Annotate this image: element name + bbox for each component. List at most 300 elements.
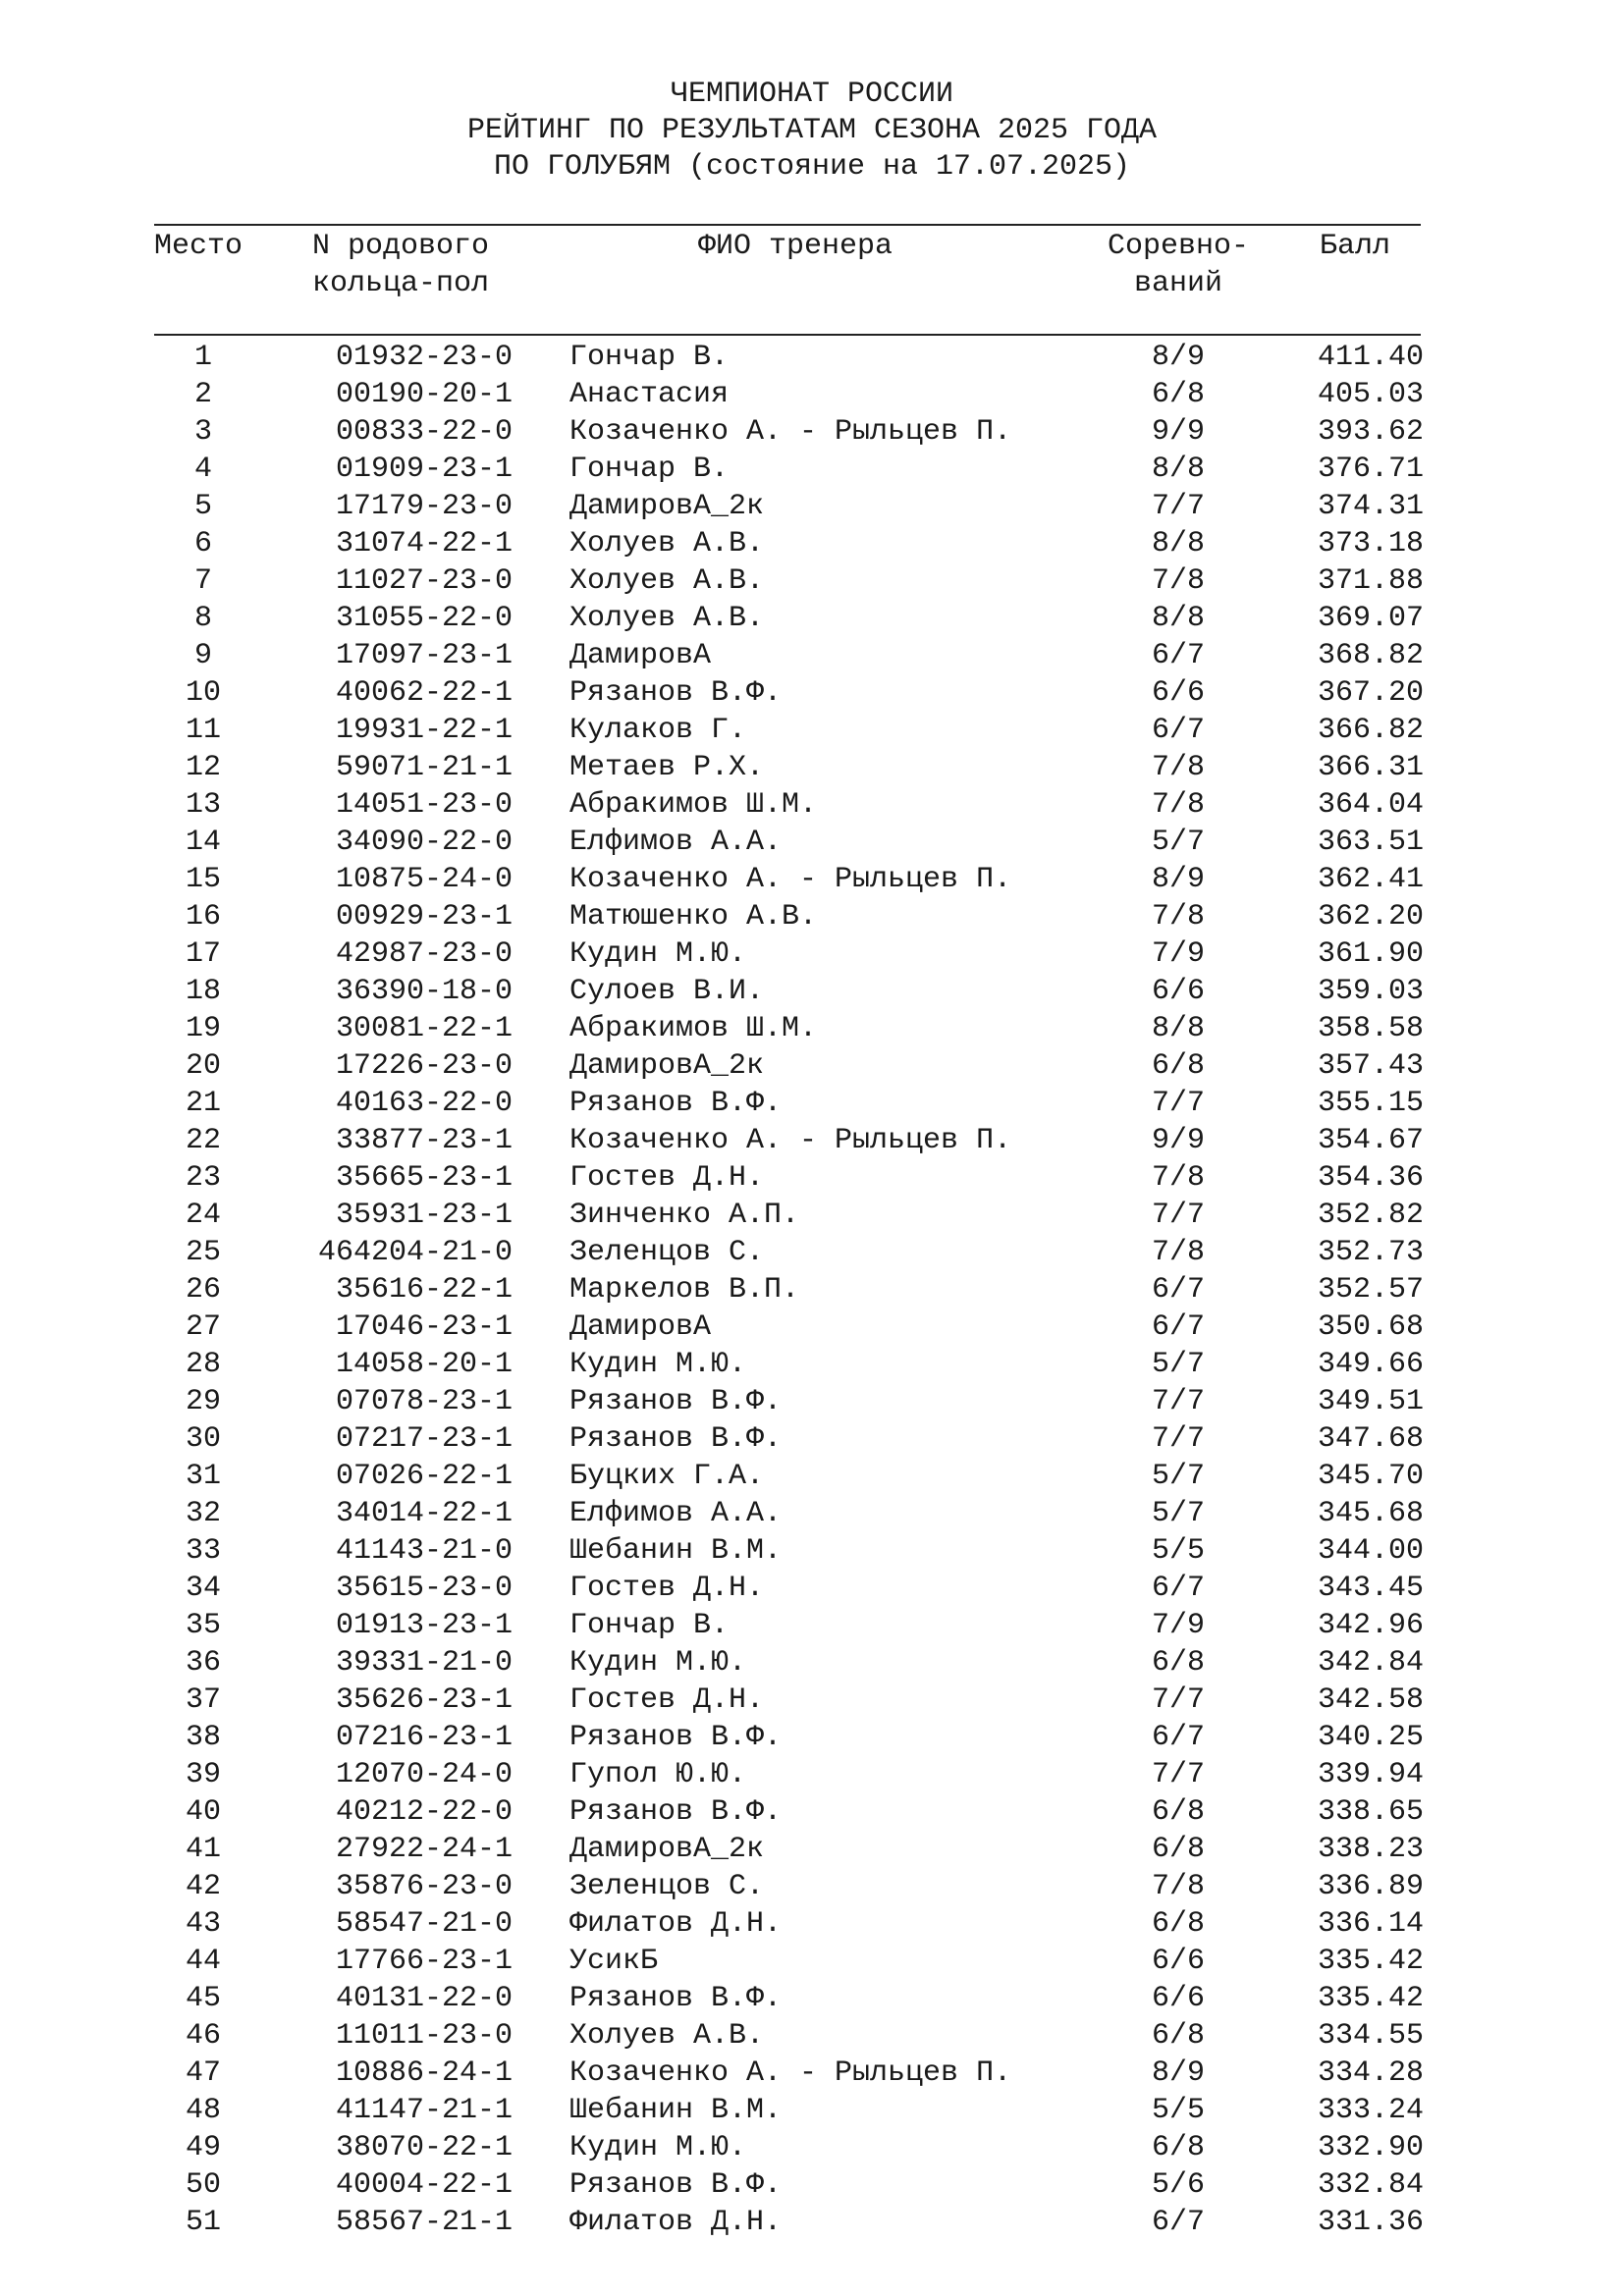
- cell-ring-number: 38070-22-1: [335, 2131, 513, 2164]
- cell-competitions: 7/7: [1151, 1087, 1205, 1120]
- cell-score: 350.68: [1317, 1310, 1424, 1344]
- cell-trainer: Буцких Г.А.: [569, 1460, 765, 1493]
- cell-ring-number: 00190-20-1: [335, 378, 513, 411]
- cell-place: 29: [185, 1385, 221, 1418]
- cell-place: 23: [185, 1161, 221, 1195]
- cell-ring-number: 35626-23-1: [335, 1683, 513, 1717]
- table-row: [0, 2092, 1624, 2129]
- cell-competitions: 9/9: [1151, 415, 1205, 449]
- cell-trainer: Кудин М.Ю.: [569, 2131, 747, 2164]
- cell-ring-number: 17179-23-0: [335, 490, 513, 523]
- cell-trainer: Рязанов В.Ф.: [569, 676, 783, 710]
- cell-competitions: 5/7: [1151, 1348, 1205, 1381]
- cell-score: 371.88: [1317, 564, 1424, 598]
- table-row: [0, 898, 1624, 935]
- cell-score: 332.90: [1317, 2131, 1424, 2164]
- cell-competitions: 5/5: [1151, 2094, 1205, 2127]
- cell-competitions: 7/8: [1151, 1870, 1205, 1903]
- column-header-score: Балл: [1319, 230, 1390, 263]
- cell-trainer: Гупол Ю.Ю.: [569, 1758, 747, 1791]
- cell-score: 376.71: [1317, 453, 1424, 486]
- cell-trainer: Елфимов А.А.: [569, 826, 783, 859]
- cell-trainer: Зинченко А.П.: [569, 1199, 800, 1232]
- cell-competitions: 7/8: [1151, 1161, 1205, 1195]
- cell-ring-number: 17766-23-1: [335, 1945, 513, 1978]
- cell-competitions: 6/7: [1151, 714, 1205, 747]
- cell-score: 366.31: [1317, 751, 1424, 784]
- cell-competitions: 6/7: [1151, 1273, 1205, 1307]
- cell-place: 19: [185, 1012, 221, 1045]
- cell-trainer: Козаченко А. - Рыльцев П.: [569, 2056, 1012, 2090]
- cell-score: 339.94: [1317, 1758, 1424, 1791]
- cell-trainer: Елфимов А.А.: [569, 1497, 783, 1530]
- cell-place: 35: [185, 1609, 221, 1642]
- cell-ring-number: 35665-23-1: [335, 1161, 513, 1195]
- table-row: [0, 674, 1624, 712]
- cell-score: 347.68: [1317, 1422, 1424, 1456]
- cell-ring-number: 35616-22-1: [335, 1273, 513, 1307]
- cell-ring-number: 00833-22-0: [335, 415, 513, 449]
- cell-ring-number: 41143-21-0: [335, 1534, 513, 1568]
- cell-trainer: ДамировА_2к: [569, 1833, 765, 1866]
- cell-score: 349.51: [1317, 1385, 1424, 1418]
- cell-trainer: ДамировА_2к: [569, 1049, 765, 1083]
- header-top-rule: [154, 224, 1421, 226]
- table-row: [0, 1644, 1624, 1682]
- cell-score: 333.24: [1317, 2094, 1424, 2127]
- cell-place: 9: [193, 639, 212, 672]
- table-row: [0, 1980, 1624, 2017]
- cell-competitions: 6/6: [1151, 676, 1205, 710]
- cell-score: 345.68: [1317, 1497, 1424, 1530]
- table-row: [0, 525, 1624, 562]
- table-row: [0, 1607, 1624, 1644]
- cell-score: 352.57: [1317, 1273, 1424, 1307]
- column-header-competitions: Соревно- ваний: [1107, 230, 1250, 300]
- cell-score: 368.82: [1317, 639, 1424, 672]
- cell-trainer: Гостев Д.Н.: [569, 1683, 765, 1717]
- cell-competitions: 7/8: [1151, 788, 1205, 822]
- cell-trainer: Абракимов Ш.М.: [569, 788, 818, 822]
- cell-competitions: 7/9: [1151, 1609, 1205, 1642]
- cell-score: 334.55: [1317, 2019, 1424, 2053]
- table-row: [0, 376, 1624, 413]
- cell-competitions: 7/8: [1151, 751, 1205, 784]
- cell-place: 13: [185, 788, 221, 822]
- table-row: [0, 1159, 1624, 1197]
- cell-place: 50: [185, 2168, 221, 2202]
- cell-ring-number: 17097-23-1: [335, 639, 513, 672]
- cell-trainer: Рязанов В.Ф.: [569, 2168, 783, 2202]
- table-row: [0, 1943, 1624, 1980]
- table-row: [0, 451, 1624, 488]
- column-header-trainer: ФИО тренера: [697, 230, 893, 263]
- cell-competitions: 8/9: [1151, 2056, 1205, 2090]
- cell-competitions: 8/8: [1151, 453, 1205, 486]
- cell-score: 354.67: [1317, 1124, 1424, 1157]
- cell-competitions: 6/7: [1151, 2206, 1205, 2239]
- cell-trainer: Филатов Д.Н.: [569, 1907, 783, 1941]
- cell-ring-number: 464204-21-0: [317, 1236, 513, 1269]
- cell-trainer: Рязанов В.Ф.: [569, 1982, 783, 2015]
- cell-ring-number: 12070-24-0: [335, 1758, 513, 1791]
- ranking-table-body: [0, 339, 1624, 2241]
- cell-place: 15: [185, 863, 221, 896]
- cell-ring-number: 34014-22-1: [335, 1497, 513, 1530]
- cell-place: 5: [193, 490, 212, 523]
- cell-trainer: Рязанов В.Ф.: [569, 1422, 783, 1456]
- cell-ring-number: 30081-22-1: [335, 1012, 513, 1045]
- cell-place: 2: [193, 378, 212, 411]
- cell-ring-number: 31055-22-0: [335, 602, 513, 635]
- table-row: [0, 1719, 1624, 1756]
- cell-competitions: 7/7: [1151, 1758, 1205, 1791]
- cell-ring-number: 33877-23-1: [335, 1124, 513, 1157]
- column-header-place: Место: [154, 230, 244, 263]
- cell-competitions: 6/8: [1151, 2019, 1205, 2053]
- cell-ring-number: 35931-23-1: [335, 1199, 513, 1232]
- cell-ring-number: 01932-23-0: [335, 341, 513, 374]
- cell-score: 336.89: [1317, 1870, 1424, 1903]
- table-row: [0, 413, 1624, 451]
- cell-place: 25: [185, 1236, 221, 1269]
- cell-score: 367.20: [1317, 676, 1424, 710]
- cell-trainer: Козаченко А. - Рыльцев П.: [569, 1124, 1012, 1157]
- cell-place: 41: [185, 1833, 221, 1866]
- table-row: [0, 1495, 1624, 1532]
- table-row: [0, 1383, 1624, 1420]
- table-row: [0, 1570, 1624, 1607]
- cell-score: 373.18: [1317, 527, 1424, 561]
- cell-place: 37: [185, 1683, 221, 1717]
- cell-score: 364.04: [1317, 788, 1424, 822]
- cell-score: 363.51: [1317, 826, 1424, 859]
- cell-place: 12: [185, 751, 221, 784]
- cell-competitions: 5/6: [1151, 2168, 1205, 2202]
- cell-place: 49: [185, 2131, 221, 2164]
- cell-competitions: 8/9: [1151, 341, 1205, 374]
- cell-score: 366.82: [1317, 714, 1424, 747]
- cell-score: 338.23: [1317, 1833, 1424, 1866]
- cell-competitions: 5/7: [1151, 826, 1205, 859]
- cell-trainer: Зеленцов С.: [569, 1236, 765, 1269]
- cell-ring-number: 07217-23-1: [335, 1422, 513, 1456]
- table-row: [0, 1308, 1624, 1346]
- cell-competitions: 7/7: [1151, 1422, 1205, 1456]
- cell-competitions: 8/8: [1151, 602, 1205, 635]
- cell-competitions: 6/7: [1151, 1572, 1205, 1605]
- cell-trainer: Кудин М.Ю.: [569, 1646, 747, 1680]
- cell-place: 6: [193, 527, 212, 561]
- cell-ring-number: 40212-22-0: [335, 1795, 513, 1829]
- cell-place: 22: [185, 1124, 221, 1157]
- cell-score: 362.20: [1317, 900, 1424, 934]
- cell-score: 362.41: [1317, 863, 1424, 896]
- cell-ring-number: 41147-21-1: [335, 2094, 513, 2127]
- cell-competitions: 7/8: [1151, 1236, 1205, 1269]
- cell-score: 342.84: [1317, 1646, 1424, 1680]
- table-row: [0, 749, 1624, 786]
- cell-ring-number: 31074-22-1: [335, 527, 513, 561]
- table-row: [0, 1010, 1624, 1047]
- cell-score: 349.66: [1317, 1348, 1424, 1381]
- cell-trainer: Гостев Д.Н.: [569, 1572, 765, 1605]
- cell-trainer: Гостев Д.Н.: [569, 1161, 765, 1195]
- cell-competitions: 6/8: [1151, 1646, 1205, 1680]
- table-row: [0, 2017, 1624, 2055]
- cell-place: 45: [185, 1982, 221, 2015]
- cell-competitions: 6/8: [1151, 378, 1205, 411]
- cell-place: 43: [185, 1907, 221, 1941]
- cell-competitions: 6/6: [1151, 1982, 1205, 2015]
- cell-place: 32: [185, 1497, 221, 1530]
- table-row: [0, 562, 1624, 600]
- cell-score: 352.82: [1317, 1199, 1424, 1232]
- cell-competitions: 6/8: [1151, 1833, 1205, 1866]
- cell-place: 39: [185, 1758, 221, 1791]
- cell-trainer: Матюшенко А.В.: [569, 900, 818, 934]
- cell-place: 28: [185, 1348, 221, 1381]
- cell-place: 11: [185, 714, 221, 747]
- cell-ring-number: 11011-23-0: [335, 2019, 513, 2053]
- cell-ring-number: 59071-21-1: [335, 751, 513, 784]
- cell-score: 352.73: [1317, 1236, 1424, 1269]
- cell-ring-number: 00929-23-1: [335, 900, 513, 934]
- cell-place: 40: [185, 1795, 221, 1829]
- cell-trainer: ДамировА_2к: [569, 490, 765, 523]
- cell-score: 393.62: [1317, 415, 1424, 449]
- cell-trainer: УсикБ: [569, 1945, 659, 1978]
- table-row: [0, 2204, 1624, 2241]
- document-title: [0, 77, 1624, 186]
- cell-trainer: Холуев А.В.: [569, 564, 765, 598]
- table-row: [0, 1085, 1624, 1122]
- cell-ring-number: 40131-22-0: [335, 1982, 513, 2015]
- cell-score: 361.90: [1317, 937, 1424, 971]
- cell-ring-number: 58567-21-1: [335, 2206, 513, 2239]
- cell-score: 331.36: [1317, 2206, 1424, 2239]
- cell-ring-number: 11027-23-0: [335, 564, 513, 598]
- cell-competitions: 7/8: [1151, 900, 1205, 934]
- cell-trainer: Зеленцов С.: [569, 1870, 765, 1903]
- cell-place: 10: [185, 676, 221, 710]
- cell-ring-number: 35615-23-0: [335, 1572, 513, 1605]
- cell-score: 342.58: [1317, 1683, 1424, 1717]
- cell-competitions: 6/7: [1151, 1721, 1205, 1754]
- cell-place: 48: [185, 2094, 221, 2127]
- cell-score: 336.14: [1317, 1907, 1424, 1941]
- cell-trainer: Гончар В.: [569, 453, 730, 486]
- table-row: [0, 1047, 1624, 1085]
- cell-place: 7: [193, 564, 212, 598]
- cell-trainer: ДамировА: [569, 639, 712, 672]
- table-row: [0, 935, 1624, 973]
- cell-competitions: 6/8: [1151, 1795, 1205, 1829]
- table-row: [0, 1458, 1624, 1495]
- cell-trainer: Холуев А.В.: [569, 2019, 765, 2053]
- cell-trainer: Рязанов В.Ф.: [569, 1087, 783, 1120]
- cell-trainer: Абракимов Ш.М.: [569, 1012, 818, 1045]
- header-bottom-rule: [154, 334, 1421, 336]
- cell-score: 335.42: [1317, 1945, 1424, 1978]
- cell-competitions: 5/5: [1151, 1534, 1205, 1568]
- cell-ring-number: 14051-23-0: [335, 788, 513, 822]
- cell-place: 26: [185, 1273, 221, 1307]
- cell-place: 17: [185, 937, 221, 971]
- cell-trainer: Кудин М.Ю.: [569, 937, 747, 971]
- cell-score: 374.31: [1317, 490, 1424, 523]
- cell-trainer: Рязанов В.Ф.: [569, 1385, 783, 1418]
- cell-place: 20: [185, 1049, 221, 1083]
- cell-ring-number: 40004-22-1: [335, 2168, 513, 2202]
- cell-score: 355.15: [1317, 1087, 1424, 1120]
- cell-score: 338.65: [1317, 1795, 1424, 1829]
- cell-trainer: Метаев Р.Х.: [569, 751, 765, 784]
- table-row: [0, 2129, 1624, 2166]
- table-row: [0, 786, 1624, 824]
- table-row: [0, 1756, 1624, 1793]
- cell-ring-number: 10886-24-1: [335, 2056, 513, 2090]
- table-row: [0, 339, 1624, 376]
- cell-score: 332.84: [1317, 2168, 1424, 2202]
- cell-competitions: 5/7: [1151, 1460, 1205, 1493]
- cell-trainer: Рязанов В.Ф.: [569, 1795, 783, 1829]
- cell-score: 344.00: [1317, 1534, 1424, 1568]
- title-line-status: ПО ГОЛУБЯМ (состояние на 17.07.2025): [493, 150, 1131, 184]
- cell-competitions: 8/9: [1151, 863, 1205, 896]
- table-row: [0, 973, 1624, 1010]
- table-row: [0, 1868, 1624, 1905]
- table-row: [0, 2055, 1624, 2092]
- cell-score: 359.03: [1317, 975, 1424, 1008]
- table-row: [0, 637, 1624, 674]
- cell-trainer: Рязанов В.Ф.: [569, 1721, 783, 1754]
- cell-competitions: 9/9: [1151, 1124, 1205, 1157]
- table-row: [0, 1346, 1624, 1383]
- cell-score: 358.58: [1317, 1012, 1424, 1045]
- cell-ring-number: 40062-22-1: [335, 676, 513, 710]
- table-row: [0, 2166, 1624, 2204]
- cell-competitions: 7/8: [1151, 564, 1205, 598]
- cell-ring-number: 01909-23-1: [335, 453, 513, 486]
- cell-trainer: Сулоев В.И.: [569, 975, 765, 1008]
- cell-ring-number: 14058-20-1: [335, 1348, 513, 1381]
- table-row: [0, 1234, 1624, 1271]
- table-row: [0, 1532, 1624, 1570]
- cell-place: 31: [185, 1460, 221, 1493]
- cell-ring-number: 27922-24-1: [335, 1833, 513, 1866]
- cell-place: 33: [185, 1534, 221, 1568]
- table-row: [0, 824, 1624, 861]
- cell-place: 14: [185, 826, 221, 859]
- cell-competitions: 6/8: [1151, 1907, 1205, 1941]
- cell-ring-number: 10875-24-0: [335, 863, 513, 896]
- cell-place: 24: [185, 1199, 221, 1232]
- cell-trainer: Холуев А.В.: [569, 602, 765, 635]
- cell-trainer: Холуев А.В.: [569, 527, 765, 561]
- cell-score: 340.25: [1317, 1721, 1424, 1754]
- cell-trainer: Маркелов В.П.: [569, 1273, 800, 1307]
- cell-score: 345.70: [1317, 1460, 1424, 1493]
- cell-place: 1: [193, 341, 212, 374]
- title-line-championship: ЧЕМПИОНАТ РОССИИ: [670, 78, 954, 111]
- cell-ring-number: 07078-23-1: [335, 1385, 513, 1418]
- cell-ring-number: 17046-23-1: [335, 1310, 513, 1344]
- cell-score: 342.96: [1317, 1609, 1424, 1642]
- table-row: [0, 1271, 1624, 1308]
- cell-competitions: 5/7: [1151, 1497, 1205, 1530]
- cell-score: 334.28: [1317, 2056, 1424, 2090]
- cell-competitions: 7/9: [1151, 937, 1205, 971]
- cell-place: 47: [185, 2056, 221, 2090]
- cell-ring-number: 34090-22-0: [335, 826, 513, 859]
- table-row: [0, 1122, 1624, 1159]
- cell-score: 354.36: [1317, 1161, 1424, 1195]
- cell-trainer: Гончар В.: [569, 1609, 730, 1642]
- cell-trainer: Шебанин В.М.: [569, 1534, 783, 1568]
- cell-competitions: 7/7: [1151, 1683, 1205, 1717]
- cell-place: 36: [185, 1646, 221, 1680]
- cell-competitions: 6/8: [1151, 1049, 1205, 1083]
- cell-place: 51: [185, 2206, 221, 2239]
- table-row: [0, 861, 1624, 898]
- cell-trainer: Кулаков Г.: [569, 714, 747, 747]
- cell-competitions: 6/7: [1151, 639, 1205, 672]
- cell-place: 3: [193, 415, 212, 449]
- cell-trainer: Филатов Д.Н.: [569, 2206, 783, 2239]
- cell-trainer: ДамировА: [569, 1310, 712, 1344]
- cell-ring-number: 01913-23-1: [335, 1609, 513, 1642]
- cell-ring-number: 58547-21-0: [335, 1907, 513, 1941]
- cell-trainer: Кудин М.Ю.: [569, 1348, 747, 1381]
- cell-place: 16: [185, 900, 221, 934]
- cell-score: 357.43: [1317, 1049, 1424, 1083]
- table-row: [0, 488, 1624, 525]
- cell-trainer: Козаченко А. - Рыльцев П.: [569, 415, 1012, 449]
- cell-ring-number: 36390-18-0: [335, 975, 513, 1008]
- table-row: [0, 1197, 1624, 1234]
- cell-score: 369.07: [1317, 602, 1424, 635]
- table-row: [0, 1831, 1624, 1868]
- cell-ring-number: 39331-21-0: [335, 1646, 513, 1680]
- cell-competitions: 7/7: [1151, 1385, 1205, 1418]
- cell-competitions: 6/7: [1151, 1310, 1205, 1344]
- cell-place: 8: [193, 602, 212, 635]
- cell-ring-number: 40163-22-0: [335, 1087, 513, 1120]
- cell-competitions: 6/6: [1151, 1945, 1205, 1978]
- cell-ring-number: 19931-22-1: [335, 714, 513, 747]
- table-row: [0, 1682, 1624, 1719]
- cell-place: 34: [185, 1572, 221, 1605]
- cell-trainer: Анастасия: [569, 378, 730, 411]
- table-row: [0, 1420, 1624, 1458]
- cell-ring-number: 42987-23-0: [335, 937, 513, 971]
- cell-score: 343.45: [1317, 1572, 1424, 1605]
- cell-competitions: 8/8: [1151, 1012, 1205, 1045]
- cell-place: 4: [193, 453, 212, 486]
- cell-competitions: 7/7: [1151, 490, 1205, 523]
- cell-trainer: Шебанин В.М.: [569, 2094, 783, 2127]
- cell-ring-number: 07026-22-1: [335, 1460, 513, 1493]
- title-line-rating: РЕЙТИНГ ПО РЕЗУЛЬТАТАМ СЕЗОНА 2025 ГОДА: [466, 114, 1158, 147]
- cell-ring-number: 35876-23-0: [335, 1870, 513, 1903]
- table-row: [0, 712, 1624, 749]
- cell-place: 21: [185, 1087, 221, 1120]
- cell-competitions: 7/7: [1151, 1199, 1205, 1232]
- table-row: [0, 1905, 1624, 1943]
- cell-ring-number: 07216-23-1: [335, 1721, 513, 1754]
- cell-competitions: 8/8: [1151, 527, 1205, 561]
